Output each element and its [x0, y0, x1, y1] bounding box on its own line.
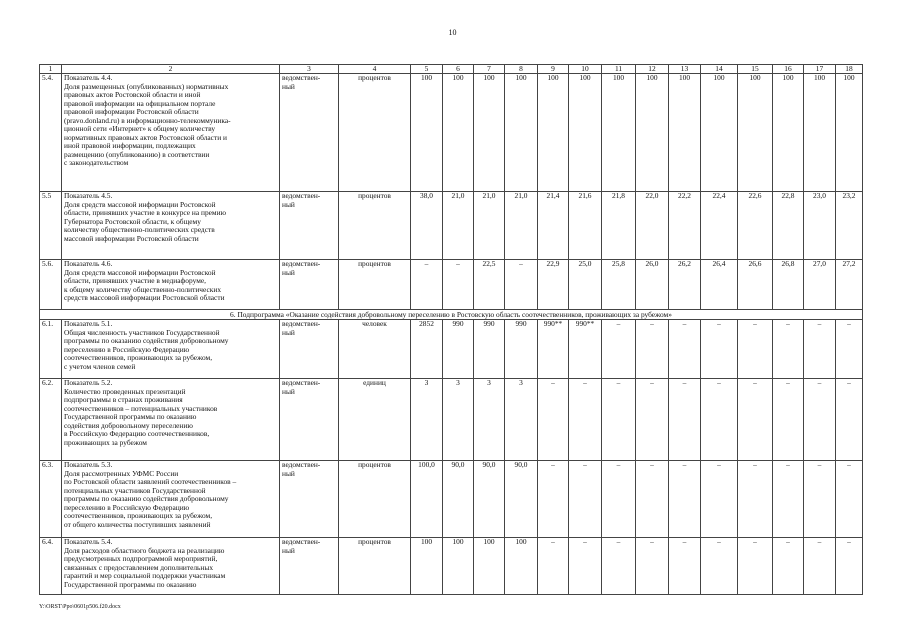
- header-cell: 16: [773, 65, 804, 74]
- value-cell: 100: [443, 538, 474, 595]
- header-cell: 5: [411, 65, 443, 74]
- unit-cell: процентов: [339, 461, 411, 538]
- value-cell: 100: [411, 538, 443, 595]
- type-line: ведомствен-: [282, 191, 321, 200]
- indicator-description: [62, 260, 280, 310]
- value-cell: –: [538, 379, 569, 461]
- value-cell: 22,6: [738, 192, 773, 260]
- value-cell: 3: [474, 379, 505, 461]
- description-line: с учетом членов семей: [64, 361, 136, 371]
- description-line: связанных с предоставлением дополнительных: [64, 562, 214, 572]
- value-cell: 990**: [538, 320, 569, 379]
- value-cell: 90,0: [505, 461, 538, 538]
- value-cell: 100: [569, 74, 602, 192]
- description-line: гарантий и мер социальной поддержки участникам: [64, 571, 226, 581]
- row-number: 5.6.: [40, 260, 62, 310]
- description-line: количеству общественно-политических средств: [64, 225, 215, 235]
- value-cell: –: [836, 320, 863, 379]
- unit-cell: процентов: [339, 192, 411, 260]
- value-cell: 3: [411, 379, 443, 461]
- unit-cell: единиц: [339, 379, 411, 461]
- page-number: 10: [448, 28, 457, 37]
- value-cell: –: [804, 320, 836, 379]
- value-cell: 100: [773, 74, 804, 192]
- header-cell: 3: [280, 65, 339, 74]
- value-cell: 26,4: [701, 260, 738, 310]
- value-cell: 26,8: [773, 260, 804, 310]
- row-number: 5.4.: [40, 74, 62, 192]
- description-line: Показатель 5.4.: [64, 537, 113, 546]
- header-cell: 12: [636, 65, 669, 74]
- header-cell: 10: [569, 65, 602, 74]
- description-line: Показатель 5.3.: [64, 460, 113, 469]
- value-cell: –: [669, 320, 701, 379]
- type-line: ведомствен-: [282, 537, 321, 546]
- description-line: (pravo.donland.ru) в информационно-телекоммуника-: [64, 115, 231, 125]
- header-cell: 11: [602, 65, 636, 74]
- header-cell: 4: [339, 65, 411, 74]
- header-cell: 7: [474, 65, 505, 74]
- description-line: по Ростовской области заявлений соотечественников –: [64, 477, 237, 487]
- indicator-type: [280, 320, 339, 379]
- value-cell: –: [804, 538, 836, 595]
- description-line: ционной сети «Интернет» к общему количеству: [64, 124, 216, 134]
- description-line: проживающих за рубежом: [64, 437, 147, 447]
- value-cell: –: [701, 461, 738, 538]
- value-cell: 2852: [411, 320, 443, 379]
- table-row: [40, 192, 863, 260]
- value-cell: 27,2: [836, 260, 863, 310]
- header-cell: 1: [40, 65, 62, 74]
- description-line: подпрограммы в странах проживания: [64, 395, 183, 405]
- description-line: Доля расходов областного бюджета на реализацию: [64, 545, 225, 555]
- value-cell: 990: [505, 320, 538, 379]
- table-row: [40, 379, 863, 461]
- description-line: Общая численность участников Государственной: [64, 327, 220, 337]
- value-cell: –: [701, 538, 738, 595]
- value-cell: 22,5: [474, 260, 505, 310]
- description-line: иной правовой информации, подлежащих: [64, 141, 196, 151]
- type-line: ведомствен-: [282, 259, 321, 268]
- value-cell: 100: [669, 74, 701, 192]
- value-cell: –: [701, 320, 738, 379]
- indicator-type: [280, 538, 339, 595]
- value-cell: 100: [636, 74, 669, 192]
- table-row: [40, 320, 863, 379]
- value-cell: 26,2: [669, 260, 701, 310]
- type-line: ведомствен-: [282, 319, 321, 328]
- header-cell: 18: [836, 65, 863, 74]
- row-number: 6.3.: [40, 461, 62, 538]
- description-line: соотечественников, проживающих за рубежом,: [64, 511, 213, 521]
- value-cell: 990: [474, 320, 505, 379]
- value-cell: 26,6: [738, 260, 773, 310]
- type-line: ный: [282, 327, 295, 337]
- value-cell: –: [804, 461, 836, 538]
- description-line: правовой информации Ростовской области: [64, 107, 199, 117]
- value-cell: 100: [701, 74, 738, 192]
- description-line: соотечественников, проживающих за рубежом,: [64, 353, 213, 363]
- value-cell: –: [569, 379, 602, 461]
- description-line: Количество проведенных презентаций: [64, 386, 186, 396]
- value-cell: –: [738, 461, 773, 538]
- description-line: переселению в Российскую Федерацию: [64, 344, 190, 354]
- value-cell: –: [773, 320, 804, 379]
- description-line: правовых актов Ростовской области и иной: [64, 90, 201, 100]
- header-cell: 13: [669, 65, 701, 74]
- unit-cell: процентов: [339, 74, 411, 192]
- value-cell: 100: [836, 74, 863, 192]
- description-line: правовой информации на официальном портале: [64, 98, 216, 108]
- description-line: к общему количеству общественно-политических: [64, 284, 222, 294]
- value-cell: 100: [505, 74, 538, 192]
- value-cell: –: [701, 379, 738, 461]
- description-line: Доля рассмотренных УФМС России: [64, 468, 179, 478]
- table-row: [40, 260, 863, 310]
- value-cell: –: [538, 461, 569, 538]
- description-line: соотечественников – потенциальных участников: [64, 403, 218, 413]
- header-cell: 9: [538, 65, 569, 74]
- value-cell: –: [538, 538, 569, 595]
- value-cell: 21,4: [538, 192, 569, 260]
- value-cell: 100: [602, 74, 636, 192]
- description-line: Губернатора Ростовской области, к общему: [64, 216, 201, 226]
- value-cell: –: [836, 379, 863, 461]
- description-line: Показатель 4.5.: [64, 191, 113, 200]
- value-cell: 21,8: [602, 192, 636, 260]
- value-cell: 25,8: [602, 260, 636, 310]
- value-cell: –: [569, 538, 602, 595]
- value-cell: –: [773, 461, 804, 538]
- description-line: программы по оказанию содействия добровольному: [64, 494, 229, 504]
- indicator-type: [280, 74, 339, 192]
- value-cell: 21,0: [474, 192, 505, 260]
- value-cell: –: [569, 461, 602, 538]
- indicator-type: [280, 379, 339, 461]
- value-cell: –: [738, 320, 773, 379]
- value-cell: 26,0: [636, 260, 669, 310]
- value-cell: 100: [474, 74, 505, 192]
- description-line: массовой информации Ростовской области: [64, 233, 199, 243]
- type-line: ведомствен-: [282, 73, 321, 82]
- value-cell: –: [836, 461, 863, 538]
- description-line: размещению (опубликованию) в соответствии: [64, 149, 210, 159]
- type-line: ный: [282, 199, 295, 209]
- value-cell: –: [636, 320, 669, 379]
- description-line: Доля размещенных (опубликованных) нормативных: [64, 81, 229, 91]
- value-cell: 25,0: [569, 260, 602, 310]
- section-title: 6. Подпрограмма «Оказание содействия добровольному переселению в Ростовскую область соотечественников, проживающих за рубежом»: [40, 310, 863, 320]
- description-line: в Российскую Федерацию соотечественников,: [64, 429, 210, 439]
- header-cell: 2: [62, 65, 280, 74]
- value-cell: –: [636, 379, 669, 461]
- type-line: ный: [282, 468, 295, 478]
- value-cell: 990: [443, 320, 474, 379]
- value-cell: –: [636, 461, 669, 538]
- value-cell: 100: [804, 74, 836, 192]
- description-line: Показатель 5.2.: [64, 378, 113, 387]
- table-row: [40, 538, 863, 595]
- file-path-footer: Y:\ORST\Ppo\0601p506.f20.docx: [39, 604, 121, 610]
- unit-cell: процентов: [339, 260, 411, 310]
- table-row: [40, 461, 863, 538]
- table-row: [40, 74, 863, 192]
- header-row: [40, 65, 863, 74]
- description-line: от общего количества поступивших заявлений: [64, 519, 211, 529]
- description-line: потенциальных участников Государственной: [64, 485, 206, 495]
- value-cell: 3: [505, 379, 538, 461]
- description-line: содействия добровольному переселению: [64, 420, 193, 430]
- indicator-description: [62, 320, 280, 379]
- header-cell: 17: [804, 65, 836, 74]
- description-line: Государственной программы по оказанию: [64, 412, 197, 422]
- row-number: 6.4.: [40, 538, 62, 595]
- value-cell: 23,2: [836, 192, 863, 260]
- value-cell: 23,0: [804, 192, 836, 260]
- description-line: Доля средств массовой информации Ростовской: [64, 267, 216, 277]
- unit-cell: человек: [339, 320, 411, 379]
- indicator-type: [280, 260, 339, 310]
- value-cell: 100: [738, 74, 773, 192]
- value-cell: –: [738, 379, 773, 461]
- value-cell: 990**: [569, 320, 602, 379]
- type-line: ный: [282, 267, 295, 277]
- indicator-type: [280, 192, 339, 260]
- value-cell: –: [443, 260, 474, 310]
- value-cell: –: [669, 538, 701, 595]
- value-cell: 27,0: [804, 260, 836, 310]
- value-cell: 22,9: [538, 260, 569, 310]
- type-line: ный: [282, 545, 295, 555]
- description-line: с законодательством: [64, 158, 129, 168]
- value-cell: 100,0: [411, 461, 443, 538]
- value-cell: 100: [538, 74, 569, 192]
- value-cell: 90,0: [443, 461, 474, 538]
- indicator-description: [62, 74, 280, 192]
- value-cell: –: [773, 538, 804, 595]
- description-line: переселению в Российскую Федерацию: [64, 502, 190, 512]
- description-line: средств массовой информации Ростовской области: [64, 293, 225, 303]
- type-line: ведомствен-: [282, 460, 321, 469]
- header-cell: 6: [443, 65, 474, 74]
- description-line: предусмотренных подпрограммой мероприятий,: [64, 554, 218, 564]
- type-line: ведомствен-: [282, 378, 321, 387]
- type-line: ный: [282, 386, 295, 396]
- value-cell: –: [836, 538, 863, 595]
- type-line: ный: [282, 81, 295, 91]
- value-cell: 22,4: [701, 192, 738, 260]
- value-cell: –: [669, 461, 701, 538]
- value-cell: –: [773, 379, 804, 461]
- indicator-description: [62, 379, 280, 461]
- value-cell: 3: [443, 379, 474, 461]
- value-cell: 21,0: [505, 192, 538, 260]
- value-cell: 100: [505, 538, 538, 595]
- value-cell: –: [804, 379, 836, 461]
- description-line: Доля средств массовой информации Ростовской: [64, 199, 216, 209]
- value-cell: 90,0: [474, 461, 505, 538]
- value-cell: 22,8: [773, 192, 804, 260]
- value-cell: 21,0: [443, 192, 474, 260]
- section-row: [40, 310, 863, 320]
- description-line: Показатель 5.1.: [64, 319, 113, 328]
- row-number: 6.1.: [40, 320, 62, 379]
- value-cell: 100: [443, 74, 474, 192]
- indicator-description: [62, 538, 280, 595]
- unit-cell: процентов: [339, 538, 411, 595]
- description-line: нормативных правовых актов Ростовской области и: [64, 132, 227, 142]
- value-cell: –: [636, 538, 669, 595]
- description-line: области, принявших участие в конкурсе на премию: [64, 208, 227, 218]
- header-cell: 14: [701, 65, 738, 74]
- value-cell: 22,0: [636, 192, 669, 260]
- value-cell: –: [669, 379, 701, 461]
- indicator-type: [280, 461, 339, 538]
- description-line: Показатель 4.6.: [64, 259, 113, 268]
- value-cell: 22,2: [669, 192, 701, 260]
- indicator-description: [62, 461, 280, 538]
- value-cell: –: [411, 260, 443, 310]
- description-line: области, принявших участие в медиафоруме,: [64, 276, 207, 286]
- value-cell: 100: [474, 538, 505, 595]
- description-line: Государственной программы по оказанию: [64, 579, 197, 589]
- description-line: Показатель 4.4.: [64, 73, 113, 82]
- header-cell: 15: [738, 65, 773, 74]
- value-cell: –: [602, 379, 636, 461]
- header-cell: 8: [505, 65, 538, 74]
- description-line: программы по оказанию содействия добровольному: [64, 336, 229, 346]
- value-cell: –: [738, 538, 773, 595]
- row-number: 6.2.: [40, 379, 62, 461]
- value-cell: –: [505, 260, 538, 310]
- value-cell: –: [602, 538, 636, 595]
- indicators-table: [39, 64, 863, 595]
- indicator-description: [62, 192, 280, 260]
- row-number: 5.5: [40, 192, 62, 260]
- value-cell: 21,6: [569, 192, 602, 260]
- value-cell: –: [602, 320, 636, 379]
- value-cell: 100: [411, 74, 443, 192]
- value-cell: –: [602, 461, 636, 538]
- value-cell: 38,0: [411, 192, 443, 260]
